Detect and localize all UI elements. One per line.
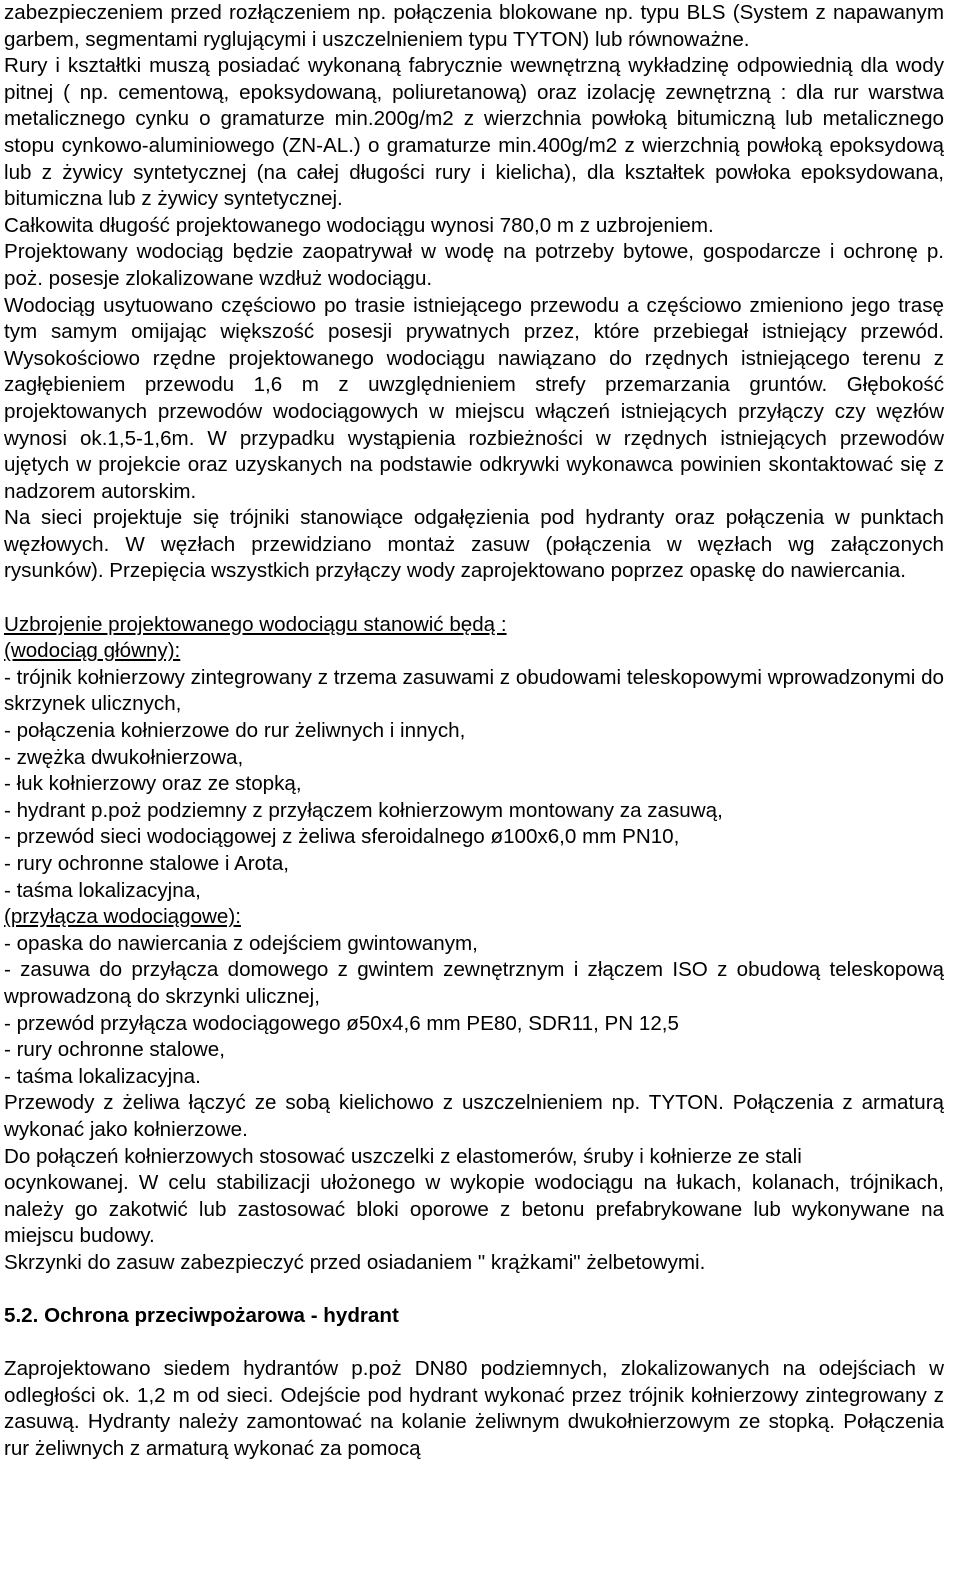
list-item: - taśma lokalizacyjna.	[4, 1064, 201, 1088]
section-heading: 5.2. Ochrona przeciwpożarowa - hydrant	[4, 1304, 399, 1328]
section-paragraph: Zaprojektowano siedem hydrantów p.poż DN80 podziemnych, zlokalizowanych na odejściach w odległości ok. 1,2 m od sieci. Odejście pod hydrant wykonać przez trójnik kołnierzowy zintegrowany z zasuwą. Hydranty należy zamontować na kolanie żeliwnym dwukołnierzowym ze stopką. Połączenia rur żeliwnych z armaturą wykonać za pomocą	[4, 1357, 944, 1461]
paragraph: ocynkowanej. W celu stabilizacji ułożonego w wykopie wodociągu na łukach, kolanach, trójnikach, należy go zakotwić lub zastosować bloki oporowe z betonu prefabrykowane lub wykonywane na miejscu budowy.	[4, 1171, 944, 1248]
spacer	[4, 585, 944, 612]
list-item: - przewód przyłącza wodociągowego ø50x4,6 mm PE80, SDR11, PN 12,5	[4, 1011, 679, 1035]
list-item: - zwężka dwukołnierzowa,	[4, 745, 244, 769]
document-page	[4, 0, 944, 1463]
equipment-title: Uzbrojenie projektowanego wodociągu stanowić będą :	[4, 612, 507, 636]
list-item: - opaska do nawiercania z odejściem gwintowanym,	[4, 931, 478, 955]
list-item: - rury ochronne stalowe i Arota,	[4, 852, 290, 875]
paragraph: Wodociąg usytuowano częściowo po trasie istniejącego przewodu a częściowo zmieniono jego trasę tym samym omijając większość posesji prywatnych przez, które przebiegał istniejący przewód. Wysokościowo rzędne projektowanego wodociągu nawiązano do rzędnych istniejącego terenu z zagłębieniem przewodu 1,6 m z uwzględnieniem strefy przemarzania gruntów. Głębokość projektowanych przewodów wodociągowych w miejscu włączeń istniejących przyłączy czy węzłów wynosi ok.1,5-1,6m. W przypadku wystąpienia rozbieżności w rzędnych istniejących przewodów ujętych w projekcie oraz uzyskanych na podstawie odkrywki wykonawca powinien skontaktować się z nadzorem autorskim.	[4, 293, 944, 503]
paragraph: zabezpieczeniem przed rozłączeniem np. połączenia blokowane np. typu BLS (System z napawanym garbem, segmentami ryglującymi i uszczelnieniem typu TYTON) lub równoważne.	[4, 1, 944, 51]
list-item: - połączenia kołnierzowe do rur żeliwnych i innych,	[4, 719, 466, 743]
list-item: - taśma lokalizacyjna,	[4, 878, 201, 902]
connections-heading: (przyłącza wodociągowe):	[4, 905, 241, 929]
paragraph: Skrzynki do zasuw zabezpieczyć przed osiadaniem " krążkami" żelbetowymi.	[4, 1250, 706, 1274]
paragraph: Projektowany wodociąg będzie zaopatrywał w wodę na potrzeby bytowe, gospodarcze i ochronę p. poż. posesje zlokalizowane wzdłuż wodociągu.	[4, 240, 944, 290]
paragraph: Na sieci projektuje się trójniki stanowiące odgałęzienia pod hydranty oraz połączenia w punktach węzłowych. W węzłach przewidziano montaż zasuw (połączenia w węzłach wg załączonych rysunków). Przepięcia wszystkich przyłączy wody zaprojektowano poprzez opaskę do nawiercania.	[4, 506, 944, 583]
list-item: - rury ochronne stalowe,	[4, 1038, 225, 1062]
paragraph: Przewody z żeliwa łączyć ze sobą kielichowo z uszczelnieniem np. TYTON. Połączenia z armaturą wykonać jako kołnierzowe.	[4, 1091, 944, 1141]
list-item: - trójnik kołnierzowy zintegrowany z trzema zasuwami z obudowami teleskopowymi wprowadzonymi do skrzynek ulicznych,	[4, 665, 944, 716]
spacer	[4, 1330, 944, 1357]
spacer	[4, 1277, 944, 1304]
list-item: - przewód sieci wodociągowej z żeliwa sferoidalnego ø100x6,0 mm PN10,	[4, 825, 680, 849]
list-item: - hydrant p.poż podziemny z przyłączem kołnierzowym montowany za zasuwą,	[4, 798, 723, 822]
paragraph: Całkowita długość projektowanego wodociągu wynosi 780,0 m z uzbrojeniem.	[4, 213, 714, 237]
main-pipe-heading: (wodociąg główny):	[4, 639, 181, 663]
paragraph: Rury i kształtki muszą posiadać wykonaną fabrycznie wewnętrzną wykładzinę odpowiednią dla wody pitnej ( np. cementową, epoksydowaną, poliuretanową) oraz izolację zewnętrzną : dla rur warstwa metalicznego cynku o gramaturze min.200g/m2 z wierzchnia powłoką bitumiczną lub metalicznego stopu cynkowo-aluminiowego (ZN-AL.) o gramaturze min.400g/m2 z wierzchnią powłoką epoksydową lub z żywicy syntetycznej (na całej długości rury i kielicha), dla kształtek powłoka epoksydowana, bitumiczna lub z żywicy syntetycznej.	[4, 54, 944, 211]
list-item: - łuk kołnierzowy oraz ze stopką,	[4, 772, 302, 796]
list-item: - zasuwa do przyłącza domowego z gwintem zewnętrznym i złączem ISO z obudową teleskopową wprowadzoną do skrzynki ulicznej,	[4, 958, 944, 1008]
paragraph: Do połączeń kołnierzowych stosować uszczelki z elastomerów, śruby i kołnierze ze stali	[4, 1144, 802, 1168]
